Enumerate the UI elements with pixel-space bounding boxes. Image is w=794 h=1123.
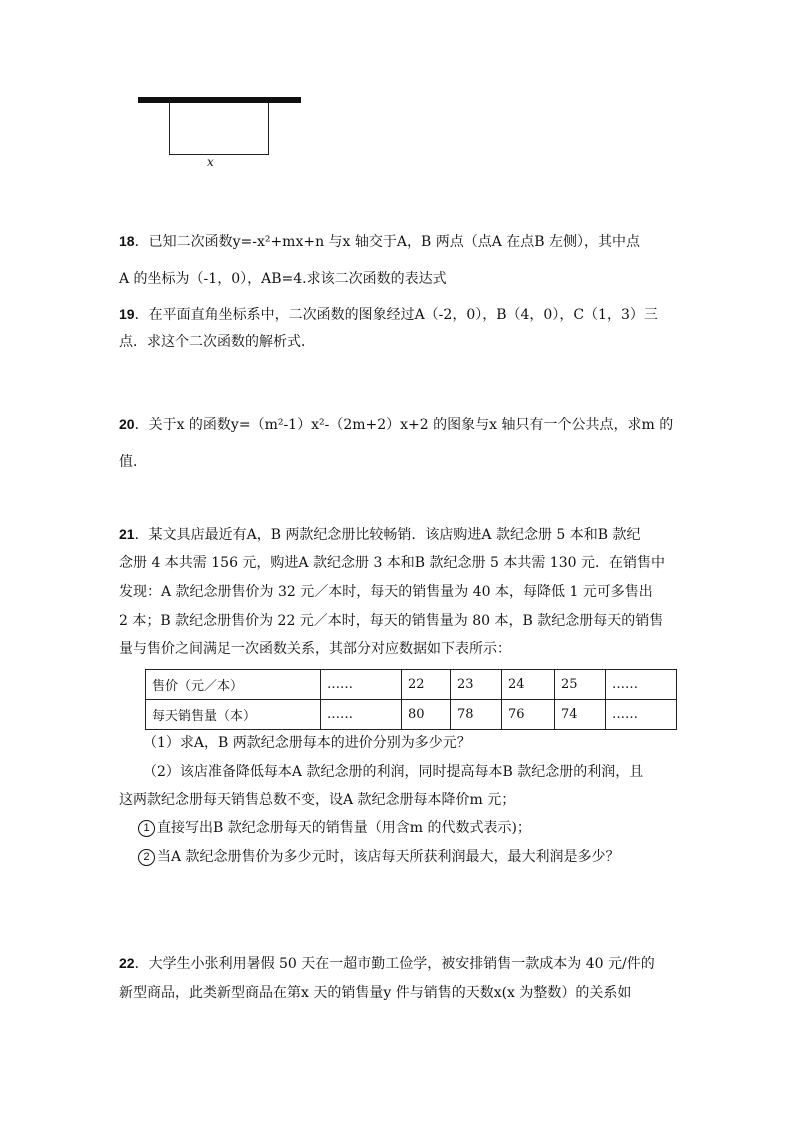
question-22-line-1: 22．大学生小张利用暑假 50 天在一超市勤工俭学，被安排销售一款成本为 40 元/件的 [119, 955, 655, 972]
circled-number-2: 2 [138, 849, 155, 866]
table-row [146, 670, 677, 700]
table-cell: …… [606, 700, 677, 730]
question-21-sub-2-line-2: 这两款纪念册每天销售总数不变，设A 款纪念册每本降价m 元； [119, 792, 516, 808]
table-cell: 25 [555, 670, 606, 700]
question-19-number: 19 [119, 306, 135, 322]
question-21-sub-1: （1）求A，B 两款纪念册每本的进价分别为多少元？ [143, 735, 471, 751]
table-cell: 76 [502, 700, 555, 730]
question-21-line-4: 2 本；B 款纪念册售价为 22 元／本时，每天的销售量为 80 本，B 款纪念册每天的销售 [119, 613, 664, 629]
question-18-number: 18 [119, 233, 135, 249]
table-cell: 74 [555, 700, 606, 730]
table-cell: …… [321, 670, 402, 700]
question-20-line-1: 20．关于x 的函数y=（m²-1）x²-（2m+2）x+2 的图象与x 轴只有一个公共点，求m 的 [119, 416, 674, 433]
question-18-line-1: 18．已知二次函数y=-x²+mx+n 与x 轴交于A，B 两点（点A 在点B 左侧），其中点 [119, 233, 641, 250]
table-row [146, 700, 677, 730]
table-cell: 售价（元／本） [146, 670, 321, 700]
circled-number-1: 1 [138, 820, 155, 837]
question-19-line-2: 点．求这个二次函数的解析式． [119, 334, 315, 350]
question-21-line-1: 21．某文具店最近有A，B 两款纪念册比较畅销．该店购进A 款纪念册 5 本和B 款纪 [119, 526, 641, 543]
question-20-line-2: 值． [119, 454, 147, 470]
question-22-line-2: 新型商品，此类新型商品在第x 天的销售量y 件与销售的天数x(x 为整数）的关系如 [119, 985, 632, 1001]
table-cell: 23 [451, 670, 502, 700]
question-21-item-2: 2 当A 款纪念册售价为多少元时，该店每天所获利润最大，最大利润是多少？ [138, 847, 620, 867]
table-cell: 80 [402, 700, 451, 730]
table-cell: 78 [451, 700, 502, 730]
question-21-line-2: 念册 4 本共需 156 元，购进A 款纪念册 3 本和B 款纪念册 5 本共需 130 元．在销售中 [119, 555, 665, 571]
figure-label-x: x [207, 155, 214, 169]
question-20-number: 20 [119, 416, 135, 432]
question-21-line-5: 量与售价之间满足一次函数关系，其部分对应数据如下表所示： [119, 641, 511, 657]
question-18-line-2: A 的坐标为（-1，0），AB=4.求该二次函数的表达式 [119, 271, 447, 287]
question-21-line-3: 发现：A 款纪念册售价为 32 元／本时，每天的销售量为 40 本，每降低 1 元可多售出 [119, 584, 653, 600]
price-sales-table [145, 669, 677, 730]
table-cell: …… [606, 670, 677, 700]
table-cell: 22 [402, 670, 451, 700]
question-21-sub-2-line-1: （2）该店准备降低每本A 款纪念册的利润，同时提高每本B 款纪念册的利润，且 [143, 764, 644, 780]
question-22-number: 22 [119, 955, 135, 971]
table-cell: 每天销售量（本） [146, 700, 321, 730]
question-21-number: 21 [119, 526, 135, 542]
question-21-item-1: 1 直接写出B 款纪念册每天的销售量（用含m 的代数式表示)； [138, 818, 531, 838]
figure-rectangle [169, 102, 269, 155]
table-cell: 24 [502, 670, 555, 700]
table-cell: …… [321, 700, 402, 730]
question-19-line-1: 19．在平面直角坐标系中，二次函数的图象经过A（-2，0），B（4，0），C（1，3）三 [119, 306, 658, 323]
